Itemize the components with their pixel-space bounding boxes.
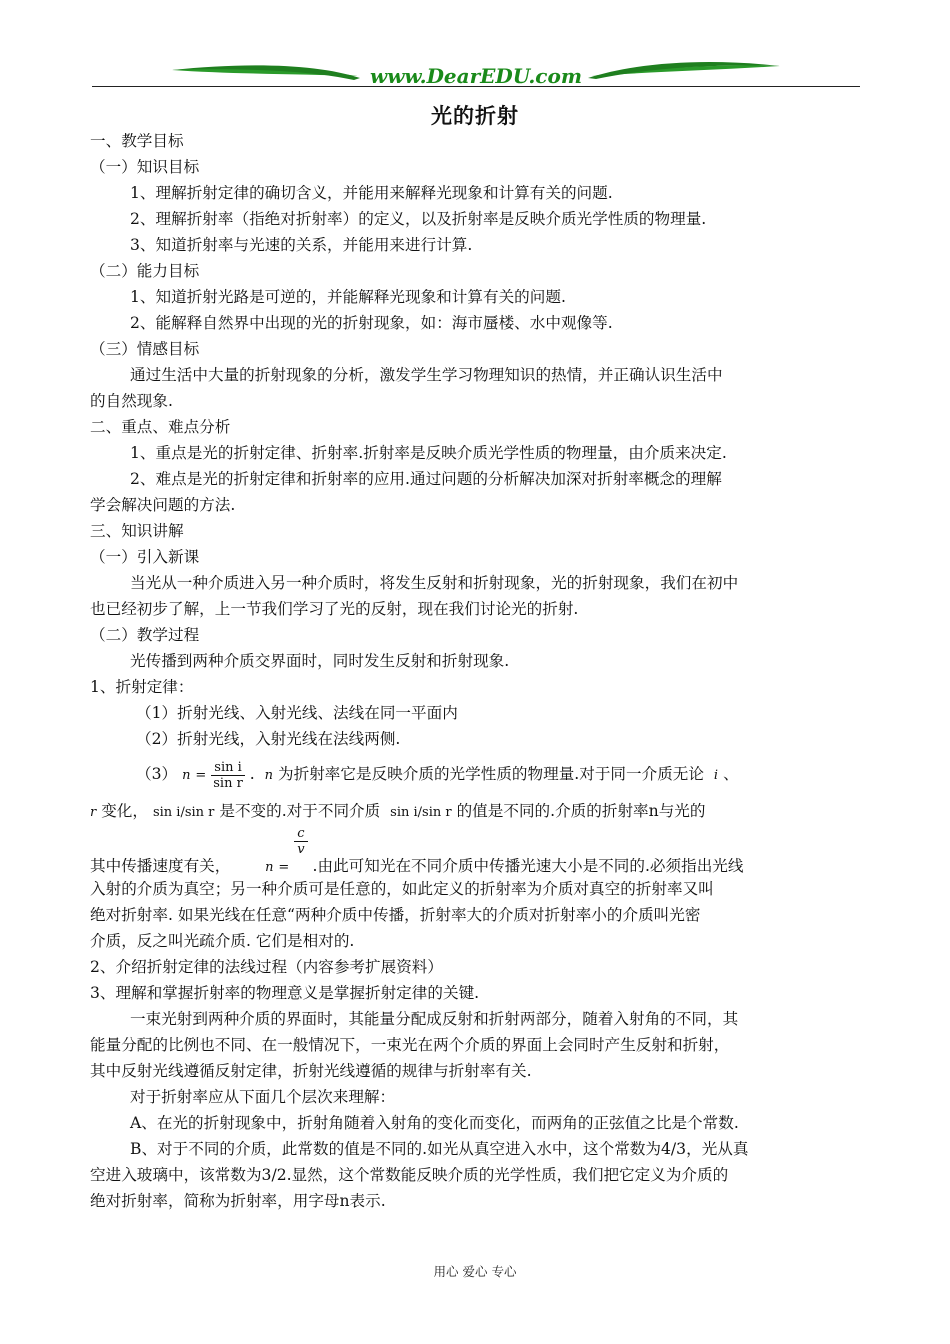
paragraph-line: 对于折射率应从下面几个层次来理解： (130, 1088, 396, 1106)
heading-refraction-law: 1、折射定律： (90, 678, 194, 696)
formula-line-ratio: r 变化， sin i/sin r 是不变的.对于不同介质 sin i/sin r 的值是不同的.介质的折射率n与光的 (90, 802, 706, 820)
formula-sin-ratio: $\frac{\text{sin i}}{\text{sin r}}$ (213, 759, 243, 791)
paragraph-line: 其中反射光线遵循反射定律，折射光线遵循的规律与折射率有关. (90, 1062, 532, 1080)
paragraph-line: 3、理解和掌握折射率的物理意义是掌握折射定律的关键. (90, 984, 480, 1002)
paragraph-line: A、在光的折射现象中，折射角随着入射角的变化而变化，而两角的正弦值之比是个常数. (130, 1114, 739, 1132)
page-footer: 用心 爱心 专心 (433, 1264, 517, 1279)
paragraph-line: B、对于不同的介质，此常数的值是不同的.如光从真空进入水中，这个常数为4/3，光从真 (130, 1140, 749, 1158)
subheading-emotion: （三）情感目标 (90, 340, 200, 358)
paragraph-line: 绝对折射率，简称为折射率，用字母n表示. (90, 1192, 386, 1210)
paragraph-line: 3、知道折射率与光速的关系，并能用来进行计算. (130, 236, 473, 254)
paragraph-line: 一束光射到两种介质的界面时，其能量分配成反射和折射两部分，随着入射角的不同，其 (130, 1010, 739, 1028)
paragraph-line: 2、理解折射率（指绝对折射率）的定义，以及折射率是反映介质光学性质的物理量. (130, 210, 707, 228)
formula-n: n (182, 768, 191, 783)
header-logo (168, 56, 784, 96)
formula-line-n: （3） n = $\frac{\text{sin i}}{\text{sin r}}$ . n 为折射率它是反映介质的光学性质的物理量.对于同一介质无论 i 、 (136, 759, 739, 791)
paragraph-line: 能量分配的比例也不同、在一般情况下，一束光在两个介质的界面上会同时产生反射和折射， (90, 1036, 730, 1054)
subheading-knowledge: （一）知识目标 (90, 158, 200, 176)
paragraph-line: 2、介绍折射定律的法线过程（内容参考扩展资料） (90, 958, 443, 976)
heading-key-points: 二、重点、难点分析 (90, 418, 231, 436)
paragraph-line: 的自然现象. (90, 392, 173, 410)
paragraph-line: 绝对折射率. 如果光线在任意“两种介质中传播，折射率大的介质对折射率小的介质叫光密 (90, 906, 701, 924)
formula-eq: = (195, 768, 207, 783)
page-title: 光的折射 (431, 104, 519, 128)
list-item: （1）折射光线、入射光线、法线在同一平面内 (136, 704, 458, 722)
paragraph-line: 入射的介质为真空；另一种介质可是任意的，如此定义的折射率为介质对真空的折射率又叫 (90, 880, 714, 898)
formula-c-over-v: $\frac{c}{v}$ (294, 826, 307, 857)
paragraph-line: 当光从一种介质进入另一种介质时，将发生反射和折射现象，光的折射现象，我们在初中 (130, 574, 739, 592)
paragraph-line: 2、难点是光的折射定律和折射率的应用.通过问题的分析解决加深对折射率概念的理解 (130, 470, 722, 488)
document-body (90, 128, 860, 1214)
paragraph-line: 介质，反之叫光疏介质. 它们是相对的. (90, 932, 355, 950)
heading-teaching-goals: 一、教学目标 (90, 132, 184, 150)
paragraph-line: 空进入玻璃中，该常数为3/2.显然，这个常数能反映介质的光学性质，我们把它定义为介质的 (90, 1166, 729, 1184)
paragraph-line: 2、能解释自然界中出现的光的折射现象，如：海市蜃楼、水中观像等. (130, 314, 613, 332)
paragraph-line: 通过生活中大量的折射现象的分析，激发学生学习物理知识的热情，并正确认识生活中 (130, 366, 723, 384)
paragraph-line: 1、重点是光的折射定律、折射率.折射率是反映介质光学性质的物理量，由介质来决定. (130, 444, 727, 462)
formula-line-speed: 其中传播速度有关， n = $\frac{c}{v}$ .由此可知光在不同介质中传播光速大小是不同的.必须指出光线 (90, 826, 744, 875)
subheading-process: （二）教学过程 (90, 626, 200, 644)
paragraph-line: 光传播到两种介质交界面时，同时发生反射和折射现象. (130, 652, 510, 670)
list-item: （2）折射光线，入射光线在法线两侧. (136, 730, 401, 748)
paragraph-line: 1、知道折射光路是可逆的，并能解释光现象和计算有关的问题. (130, 288, 566, 306)
formula-ratio: sin i/sin r (390, 805, 452, 820)
subheading-intro: （一）引入新课 (90, 548, 200, 566)
subheading-ability: （二）能力目标 (90, 262, 200, 280)
paragraph-line: 学会解决问题的方法. (90, 496, 236, 514)
header-rule (92, 86, 860, 87)
logo-text: www.DearEDU.com (369, 64, 583, 88)
paragraph-line: 1、理解折射定律的确切含义，并能用来解释光现象和计算有关的问题. (130, 184, 613, 202)
paragraph-line: 也已经初步了解，上一节我们学习了光的反射，现在我们讨论光的折射. (90, 600, 579, 618)
formula-ratio: sin i/sin r (152, 805, 215, 820)
heading-knowledge-lecture: 三、知识讲解 (90, 522, 184, 540)
